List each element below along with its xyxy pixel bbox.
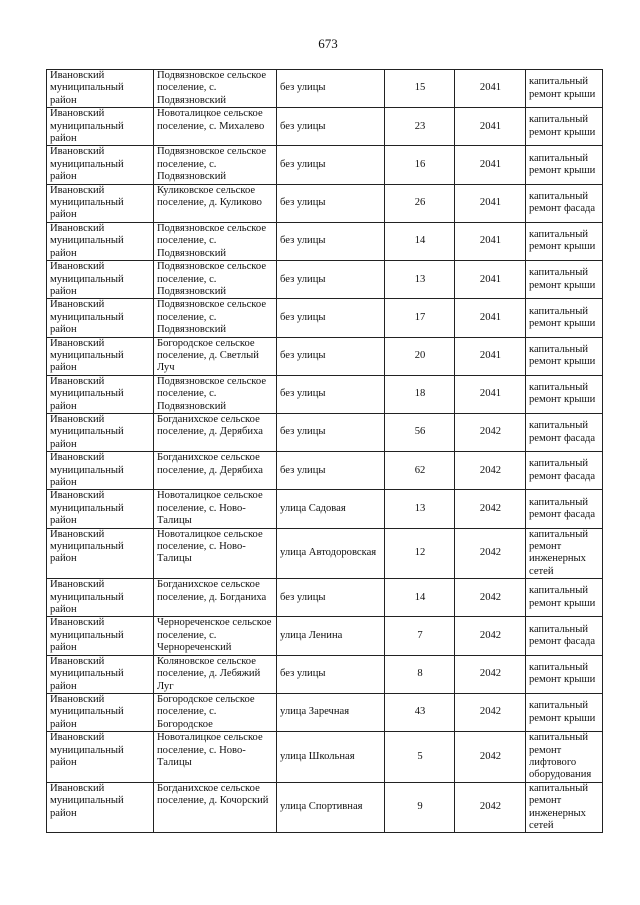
table-row <box>47 375 603 413</box>
year-cell: 2041 <box>455 375 526 413</box>
work-type-cell: капитальный ремонт крыши <box>526 693 603 731</box>
work-type-cell: капитальный ремонт крыши <box>526 375 603 413</box>
district-cell: Ивановский муниципальный район <box>47 261 154 299</box>
year-cell: 2041 <box>455 261 526 299</box>
work-type-cell: капитальный ремонт фасада <box>526 184 603 222</box>
year-cell: 2041 <box>455 70 526 108</box>
house-number-cell: 9 <box>385 782 455 833</box>
house-number-cell: 20 <box>385 337 455 375</box>
district-cell: Ивановский муниципальный район <box>47 452 154 490</box>
street-cell: без улицы <box>277 108 385 146</box>
page-number: 673 <box>318 36 338 51</box>
settlement-cell: Подвязновское сельское поселение, с. Подвязновский <box>154 146 277 184</box>
house-number-cell: 18 <box>385 375 455 413</box>
settlement-cell: Подвязновское сельское поселение, с. Подвязновский <box>154 70 277 108</box>
work-type-cell: капитальный ремонт крыши <box>526 222 603 260</box>
table-row <box>47 579 603 617</box>
table-row <box>47 70 603 108</box>
district-cell: Ивановский муниципальный район <box>47 375 154 413</box>
settlement-cell: Новоталицкое сельское поселение, с. Ново-Талицы <box>154 732 277 783</box>
street-cell: улица Садовая <box>277 490 385 528</box>
work-type-cell: капитальный ремонт фасада <box>526 452 603 490</box>
work-type-cell: капитальный ремонт крыши <box>526 70 603 108</box>
house-number-cell: 12 <box>385 528 455 579</box>
house-number-cell: 43 <box>385 693 455 731</box>
street-cell: без улицы <box>277 299 385 337</box>
work-type-cell: капитальный ремонт крыши <box>526 261 603 299</box>
table-row <box>47 222 603 260</box>
settlement-cell: Новоталицкое сельское поселение, с. Михалево <box>154 108 277 146</box>
settlement-cell: Подвязновское сельское поселение, с. Подвязновский <box>154 261 277 299</box>
street-cell: без улицы <box>277 146 385 184</box>
street-cell: улица Ленина <box>277 617 385 655</box>
street-cell: без улицы <box>277 184 385 222</box>
district-cell: Ивановский муниципальный район <box>47 732 154 783</box>
district-cell: Ивановский муниципальный район <box>47 184 154 222</box>
street-cell: без улицы <box>277 413 385 451</box>
year-cell: 2041 <box>455 337 526 375</box>
table-row <box>47 617 603 655</box>
year-cell: 2041 <box>455 146 526 184</box>
table-row <box>47 732 603 783</box>
house-number-cell: 26 <box>385 184 455 222</box>
district-cell: Ивановский муниципальный район <box>47 413 154 451</box>
table-row <box>47 490 603 528</box>
table-row <box>47 261 603 299</box>
work-type-cell: капитальный ремонт крыши <box>526 146 603 184</box>
table-row <box>47 337 603 375</box>
year-cell: 2042 <box>455 732 526 783</box>
settlement-cell: Богородское сельское поселение, д. Светлый Луч <box>154 337 277 375</box>
district-cell: Ивановский муниципальный район <box>47 782 154 833</box>
settlement-cell: Богданихское сельское поселение, д. Дерябиха <box>154 413 277 451</box>
table-row <box>47 299 603 337</box>
street-cell: без улицы <box>277 375 385 413</box>
repair-schedule-table <box>46 69 603 833</box>
street-cell: без улицы <box>277 337 385 375</box>
table-row <box>47 413 603 451</box>
year-cell: 2042 <box>455 782 526 833</box>
year-cell: 2041 <box>455 108 526 146</box>
street-cell: без улицы <box>277 452 385 490</box>
house-number-cell: 23 <box>385 108 455 146</box>
year-cell: 2041 <box>455 222 526 260</box>
district-cell: Ивановский муниципальный район <box>47 528 154 579</box>
table-row <box>47 146 603 184</box>
house-number-cell: 14 <box>385 579 455 617</box>
settlement-cell: Подвязновское сельское поселение, с. Подвязновский <box>154 222 277 260</box>
house-number-cell: 8 <box>385 655 455 693</box>
table-row <box>47 782 603 833</box>
settlement-cell: Новоталицкое сельское поселение, с. Ново-Талицы <box>154 490 277 528</box>
year-cell: 2042 <box>455 490 526 528</box>
settlement-cell: Богданихское сельское поселение, д. Дерябиха <box>154 452 277 490</box>
district-cell: Ивановский муниципальный район <box>47 693 154 731</box>
district-cell: Ивановский муниципальный район <box>47 299 154 337</box>
house-number-cell: 62 <box>385 452 455 490</box>
work-type-cell: капитальный ремонт крыши <box>526 337 603 375</box>
settlement-cell: Новоталицкое сельское поселение, с. Ново-Талицы <box>154 528 277 579</box>
house-number-cell: 16 <box>385 146 455 184</box>
house-number-cell: 15 <box>385 70 455 108</box>
street-cell: без улицы <box>277 655 385 693</box>
work-type-cell: капитальный ремонт крыши <box>526 655 603 693</box>
year-cell: 2042 <box>455 413 526 451</box>
street-cell: улица Заречная <box>277 693 385 731</box>
work-type-cell: капитальный ремонт фасада <box>526 490 603 528</box>
work-type-cell: капитальный ремонт лифтового оборудования <box>526 732 603 783</box>
settlement-cell: Подвязновское сельское поселение, с. Подвязновский <box>154 299 277 337</box>
district-cell: Ивановский муниципальный район <box>47 617 154 655</box>
settlement-cell: Подвязновское сельское поселение, с. Подвязновский <box>154 375 277 413</box>
work-type-cell: капитальный ремонт инженерных сетей <box>526 782 603 833</box>
street-cell: без улицы <box>277 261 385 299</box>
district-cell: Ивановский муниципальный район <box>47 222 154 260</box>
street-cell: без улицы <box>277 222 385 260</box>
work-type-cell: капитальный ремонт инженерных сетей <box>526 528 603 579</box>
work-type-cell: капитальный ремонт крыши <box>526 579 603 617</box>
year-cell: 2042 <box>455 528 526 579</box>
work-type-cell: капитальный ремонт крыши <box>526 299 603 337</box>
district-cell: Ивановский муниципальный район <box>47 146 154 184</box>
district-cell: Ивановский муниципальный район <box>47 108 154 146</box>
house-number-cell: 7 <box>385 617 455 655</box>
year-cell: 2041 <box>455 299 526 337</box>
year-cell: 2042 <box>455 579 526 617</box>
house-number-cell: 13 <box>385 261 455 299</box>
street-cell: улица Спортивная <box>277 782 385 833</box>
work-type-cell: капитальный ремонт крыши <box>526 108 603 146</box>
table-row <box>47 655 603 693</box>
settlement-cell: Чернореченское сельское поселение, с. Чернореченский <box>154 617 277 655</box>
settlement-cell: Богданихское сельское поселение, д. Кочорский <box>154 782 277 833</box>
table-row <box>47 528 603 579</box>
house-number-cell: 17 <box>385 299 455 337</box>
table-row <box>47 693 603 731</box>
year-cell: 2042 <box>455 617 526 655</box>
year-cell: 2041 <box>455 184 526 222</box>
settlement-cell: Богданихское сельское поселение, д. Богданиха <box>154 579 277 617</box>
table-row <box>47 184 603 222</box>
year-cell: 2042 <box>455 452 526 490</box>
house-number-cell: 14 <box>385 222 455 260</box>
district-cell: Ивановский муниципальный район <box>47 337 154 375</box>
settlement-cell: Богородское сельское поселение, с. Богородское <box>154 693 277 731</box>
table-row <box>47 452 603 490</box>
table-row <box>47 108 603 146</box>
district-cell: Ивановский муниципальный район <box>47 490 154 528</box>
house-number-cell: 5 <box>385 732 455 783</box>
district-cell: Ивановский муниципальный район <box>47 655 154 693</box>
year-cell: 2042 <box>455 655 526 693</box>
settlement-cell: Коляновское сельское поселение, д. Лебяжий Луг <box>154 655 277 693</box>
street-cell: улица Автодоровская <box>277 528 385 579</box>
street-cell: без улицы <box>277 579 385 617</box>
street-cell: улица Школьная <box>277 732 385 783</box>
work-type-cell: капитальный ремонт фасада <box>526 617 603 655</box>
work-type-cell: капитальный ремонт фасада <box>526 413 603 451</box>
house-number-cell: 56 <box>385 413 455 451</box>
district-cell: Ивановский муниципальный район <box>47 70 154 108</box>
street-cell: без улицы <box>277 70 385 108</box>
year-cell: 2042 <box>455 693 526 731</box>
house-number-cell: 13 <box>385 490 455 528</box>
settlement-cell: Куликовское сельское поселение, д. Куликово <box>154 184 277 222</box>
district-cell: Ивановский муниципальный район <box>47 579 154 617</box>
